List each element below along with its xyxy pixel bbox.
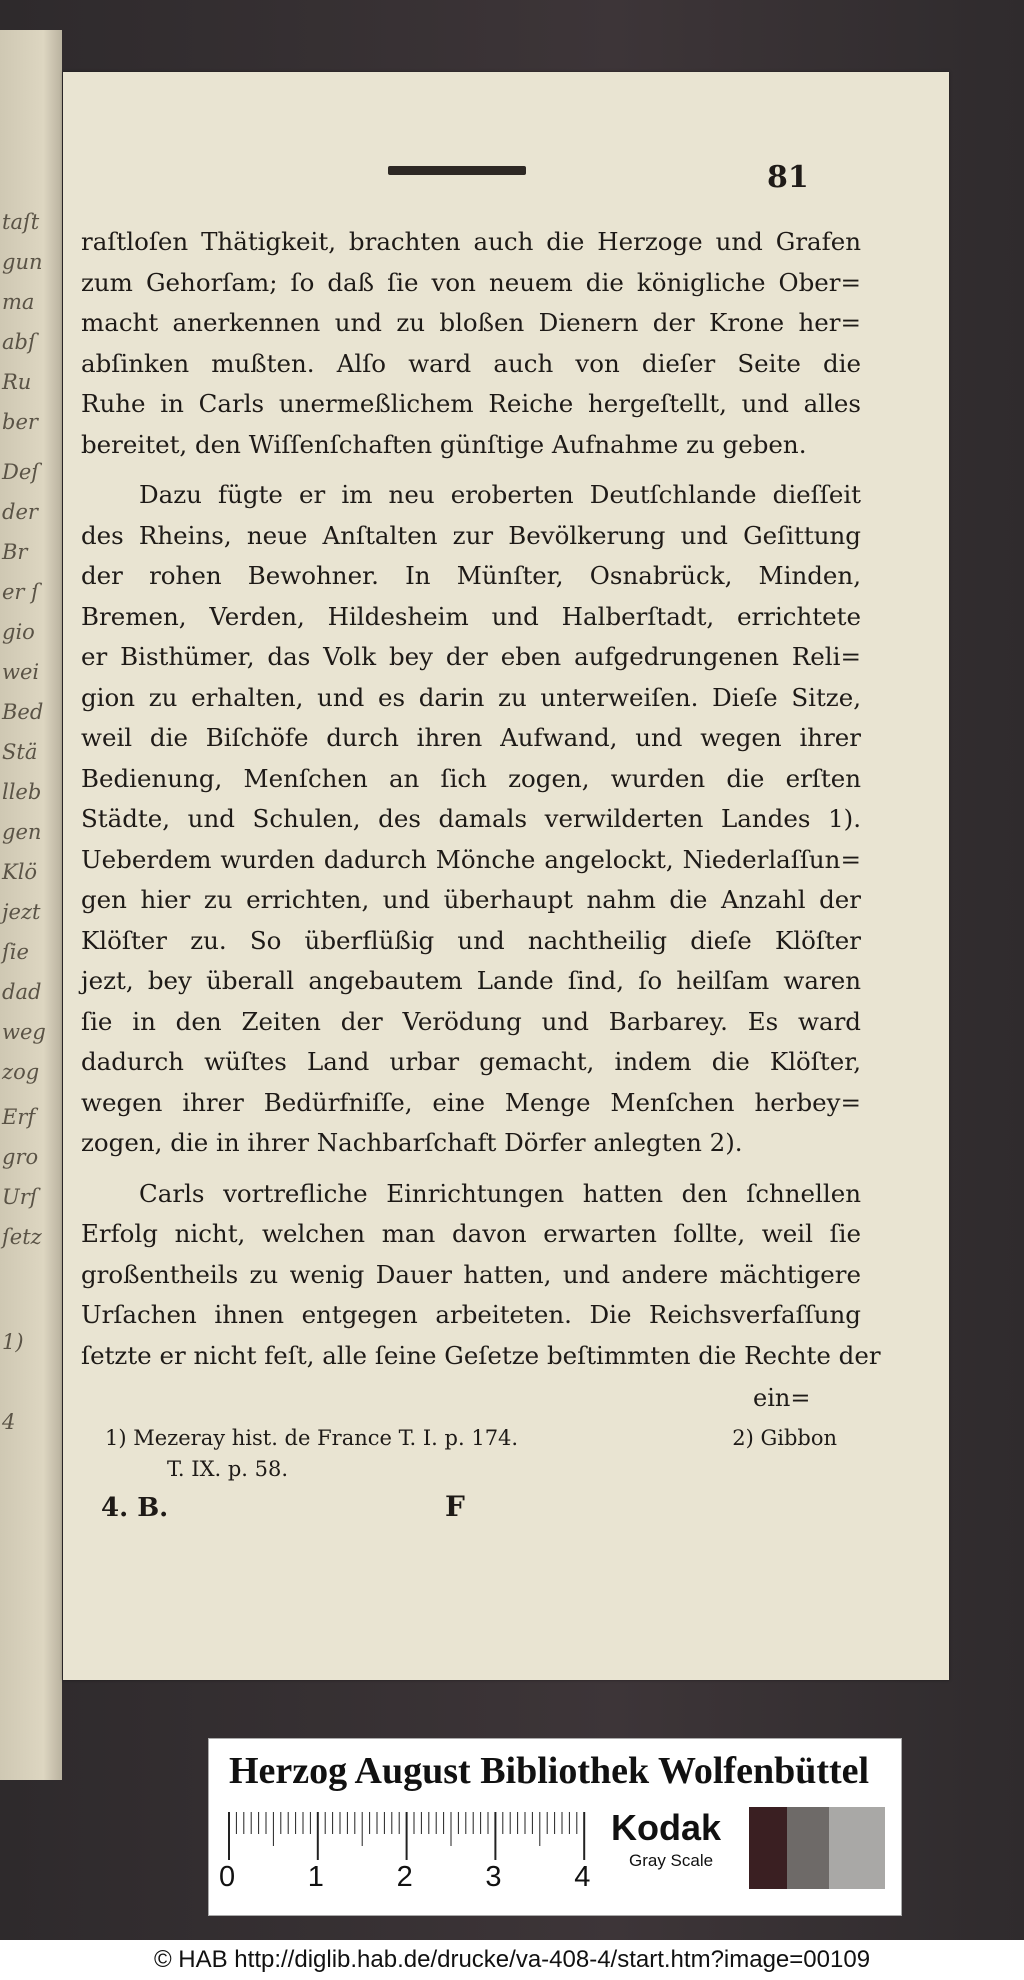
header-rule <box>388 166 526 175</box>
facing-page-fragment: jezt <box>2 900 41 924</box>
paragraph-gap <box>81 1164 861 1174</box>
facing-page-fragment: Stä <box>2 740 38 764</box>
footer-url: © HAB http://diglib.hab.de/drucke/va-408-4/start.htm?image=00109 <box>153 1946 871 1973</box>
footnote-continuation: T. IX. p. 58. <box>167 1457 289 1481</box>
text-line: macht anerkennen und zu bloßen Dienern der Krone her= <box>81 308 861 337</box>
book-page <box>63 72 949 1680</box>
gray-swatch <box>829 1807 885 1889</box>
text-line: Ueberdem wurden dadurch Mönche angelockt, Niederlaſſun= <box>81 844 861 874</box>
paragraph-gap <box>81 465 861 475</box>
facing-page-fragment: Br <box>2 540 28 564</box>
text-line: Klöſter zu. So überflüßig und nachtheilig dieſe Klöſter <box>81 925 861 955</box>
facing-page-fragment: Urſ <box>2 1185 38 1209</box>
ruler-label: 2 <box>396 1861 413 1893</box>
gray-scale-label: Gray Scale <box>629 1851 714 1870</box>
facing-page-fragment: der <box>2 500 38 524</box>
footnote-2: 2) Gibbon <box>732 1426 837 1450</box>
text-line: jezt, bey überall angebautem Lande ſind, ſo heilſam waren <box>81 966 861 995</box>
kodak-logo: Kodak <box>611 1807 722 1848</box>
ruler-label: 0 <box>219 1861 236 1893</box>
facing-page-fragment: Bed <box>2 700 44 724</box>
facing-page-fragment: ber <box>2 410 38 434</box>
text-line: Städte, und Schulen, des damals verwilderten Landes 1). <box>81 804 861 833</box>
footnotes <box>105 1423 865 1485</box>
gray-swatch <box>749 1807 787 1889</box>
footnote-1: 1) Mezeray hist. de France T. I. p. 174. <box>105 1426 519 1450</box>
facing-page-fragment: gen <box>2 820 42 844</box>
facing-page-fragment: wei <box>2 660 40 684</box>
facing-page-fragment: ma <box>2 290 35 314</box>
facing-page-fragment: ſie <box>2 940 29 964</box>
page-number: 81 <box>767 160 809 195</box>
text-line: ſie in den Zeiten der Verödung und Barbarey. Es ward <box>81 1006 861 1036</box>
facing-page-fragment: ſetz <box>2 1225 42 1249</box>
ruler-label: 3 <box>485 1861 502 1893</box>
facing-page-fragment: 4 <box>2 1410 16 1434</box>
facing-page-fragment: gro <box>2 1145 39 1169</box>
text-line: der rohen Bewohner. In Münſter, Osnabrück, Minden, <box>81 561 861 590</box>
facing-page-fragment: Erf <box>2 1105 36 1129</box>
text-line: wegen ihrer Bedürfniſſe, eine Menge Menſchen herbey= <box>81 1087 861 1117</box>
catchword: ein= <box>753 1384 811 1412</box>
facing-page-edge <box>0 30 62 1780</box>
text-line: Carls vortrefliche Einrichtungen hatten den ſchnellen <box>139 1178 861 1208</box>
text-line: zum Gehorſam; ſo daß ſie von neuem die königliche Ober= <box>81 267 861 297</box>
text-line: raſtloſen Thätigkeit, brachten auch die Herzoge und Grafen <box>81 227 861 256</box>
gray-swatch <box>787 1807 829 1889</box>
signature-mark: F <box>445 1490 465 1523</box>
facing-page-fragment: Klö <box>2 860 38 884</box>
signature: 4. B. <box>101 1493 169 1523</box>
facing-page-fragment: gun <box>2 250 43 274</box>
facing-page-fragment: lleb <box>2 780 42 804</box>
facing-page-fragment: dad <box>2 980 42 1004</box>
facing-page-fragment: abſ <box>2 330 36 354</box>
body-text <box>81 222 881 1376</box>
text-line: Ruhe in Carls unermeßlichem Reiche hergeſtellt, und alles <box>81 389 861 418</box>
text-line: Dazu fügte er im neu eroberten Deutſchlande dieſſeit <box>139 480 861 509</box>
text-line: er Bisthümer, das Volk bey der eben aufgedrungenen Reli= <box>81 642 861 671</box>
text-line: ſetzte er nicht feſt, alle ſeine Geſetze beſtimmten die Rechte der <box>81 1340 881 1370</box>
facing-page-fragment: er ſ <box>2 580 39 604</box>
text-line: Erfolg nicht, welchen man davon erwarten ſollte, weil ſie <box>81 1219 861 1248</box>
text-line: des Rheins, neue Anſtalten zur Bevölkerung und Geſittung <box>81 520 861 550</box>
facing-page-fragment: weg <box>2 1020 46 1044</box>
library-color-card <box>208 1738 902 1916</box>
facing-page-fragment: 1) <box>2 1330 24 1354</box>
library-title: Herzog August Bibliothek Wolfenbüttel <box>229 1750 870 1792</box>
text-line: bereitet, den Wiſſenſchaften günſtige Aufnahme zu geben. <box>81 429 807 459</box>
text-line: Bedienung, Menſchen an ſich zogen, wurden die erſten <box>81 763 861 793</box>
text-line: großentheils zu wenig Dauer hatten, und andere mächtigere <box>81 1259 861 1289</box>
text-line: abſinken mußten. Alſo ward auch von dieſer Seite die <box>81 348 861 378</box>
text-line: dadurch wüſtes Land urbar gemacht, indem die Klöſter, <box>81 1047 861 1076</box>
text-line: zogen, die in ihrer Nachbarſchaft Dörfer anlegten 2). <box>81 1128 743 1157</box>
facing-page-fragment: Ru <box>2 370 32 394</box>
text-line: weil die Biſchöfe durch ihren Aufwand, und wegen ihrer <box>81 723 861 752</box>
facing-page-fragment: gio <box>2 620 35 644</box>
text-line: gion zu erhalten, und es darin zu unterweiſen. Dieſe Sitze, <box>81 682 861 712</box>
facing-page-fragment: Deſ <box>2 460 40 484</box>
ruler-labels <box>219 1861 619 1901</box>
text-line: Urſachen ihnen entgegen arbeiteten. Die Reichsverfaſſung <box>81 1300 861 1329</box>
ruler-label: 4 <box>574 1861 591 1893</box>
facing-page-fragment: taſt <box>2 210 40 234</box>
facing-page-fragment: zog <box>2 1060 40 1084</box>
text-line: Bremen, Verden, Hildesheim und Halberſtadt, errichtete <box>81 601 861 631</box>
text-line: gen hier zu errichten, und überhaupt nahm die Anzahl der <box>81 885 861 914</box>
ruler-label: 1 <box>307 1861 324 1893</box>
